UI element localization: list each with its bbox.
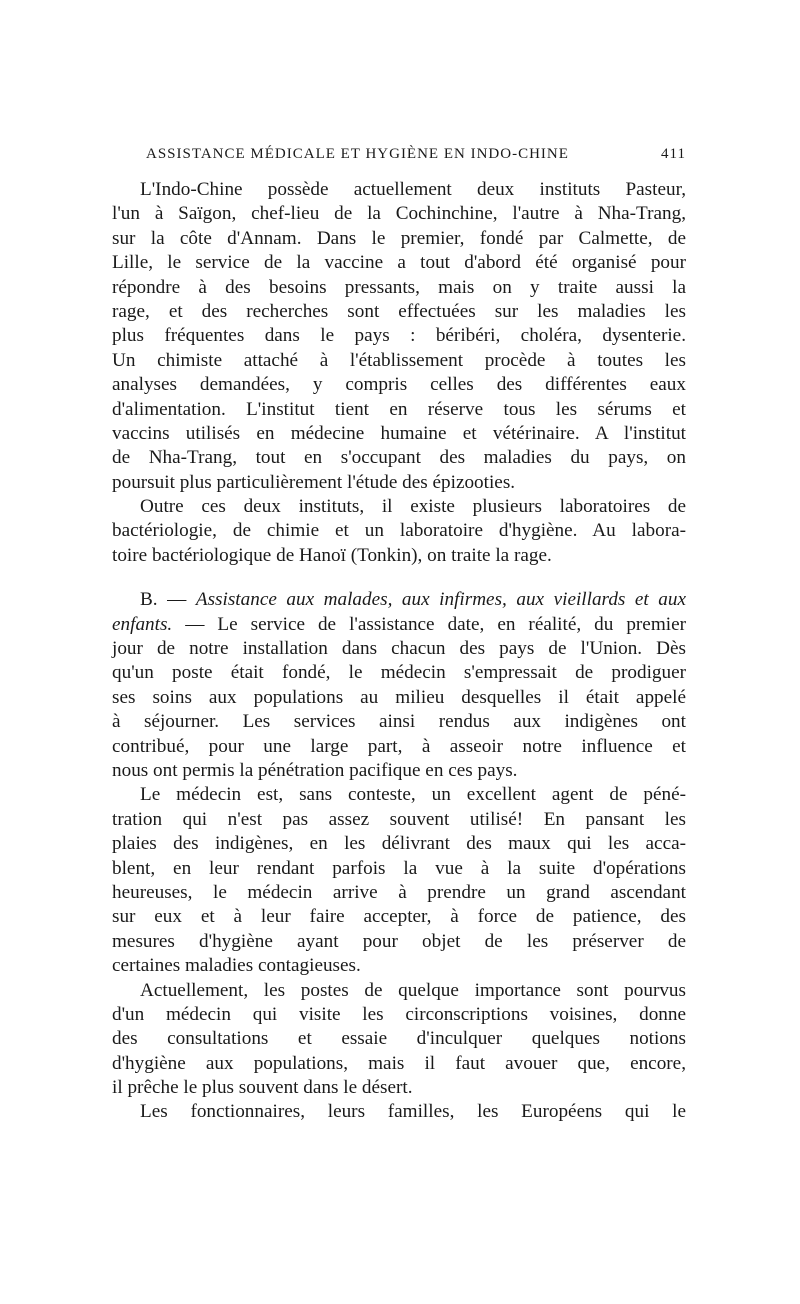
text-line <box>112 930 686 954</box>
text-line <box>112 446 686 470</box>
paragraph <box>112 588 686 783</box>
line-text: blent, en leur rendant parfois la vue à la suite d'opérations <box>112 857 686 879</box>
line-text: il prêche le plus souvent dans le désert. <box>112 1077 413 1099</box>
line-text: sur eux et à leur faire accepter, à force de patience, des <box>112 906 686 928</box>
text-line <box>112 202 686 226</box>
text-line <box>112 832 686 856</box>
page-number: 411 <box>661 146 686 162</box>
section-gap <box>112 568 686 588</box>
line-text: d'hygiène aux populations, mais il faut avouer que, encore, <box>112 1052 686 1074</box>
text-line <box>112 783 686 807</box>
running-head <box>146 146 686 170</box>
line-text: analyses demandées, y compris celles des différentes eaux <box>112 374 686 396</box>
text-line <box>112 686 686 710</box>
text-line <box>112 857 686 881</box>
line-text: vaccins utilisés en médecine humaine et vétérinaire. A l'institut <box>112 422 686 444</box>
running-head-title: ASSISTANCE MÉDICALE ET HYGIÈNE EN INDO-CHINE <box>146 146 569 162</box>
line-text: à séjourner. Les services ainsi rendus aux indigènes ont <box>112 711 686 733</box>
line-text: — Le service de l'assistance date, en réalité, du premier <box>172 613 686 635</box>
text-line <box>112 1027 686 1051</box>
text-line <box>112 251 686 275</box>
line-text: bactériologie, de chimie et un laboratoire d'hygiène. Au labora- <box>112 520 686 542</box>
section-heading-italic: enfants. <box>112 613 173 635</box>
line-text: de Nha-Trang, tout en s'occupant des maladies du pays, on <box>112 447 686 469</box>
line-text: ses soins aux populations au milieu desquelles il était appelé <box>112 686 686 708</box>
text-line <box>112 881 686 905</box>
line-text: Le médecin est, sans conteste, un excellent agent de péné- <box>140 784 686 806</box>
section-label: B. — <box>140 589 196 611</box>
line-text: l'un à Saïgon, chef-lieu de la Cochinchine, l'autre à Nha-Trang, <box>112 203 686 225</box>
line-text: heureuses, le médecin arrive à prendre un grand ascendant <box>112 881 686 903</box>
body-text <box>112 178 686 1125</box>
line-text: d'un médecin qui visite les circonscriptions voisines, donne <box>112 1003 686 1025</box>
text-line <box>112 422 686 446</box>
text-line <box>112 588 686 612</box>
paragraph <box>112 495 686 568</box>
text-line <box>112 398 686 422</box>
text-line <box>112 471 686 495</box>
text-line <box>112 495 686 519</box>
paragraph <box>112 1100 686 1124</box>
line-text: contribué, pour une large part, à asseoir notre influence et <box>112 735 686 757</box>
line-text: certaines maladies contagieuses. <box>112 955 361 977</box>
text-line <box>112 544 686 568</box>
text-line <box>112 661 686 685</box>
text-line <box>112 276 686 300</box>
text-line <box>112 300 686 324</box>
text-line <box>112 637 686 661</box>
text-line <box>112 349 686 373</box>
text-line <box>112 710 686 734</box>
line-text: nous ont permis la pénétration pacifique en ces pays. <box>112 759 518 781</box>
text-line <box>112 178 686 202</box>
line-text: plus fréquentes dans le pays : béribéri, choléra, dysenterie. <box>112 325 686 347</box>
line-text: mesures d'hygiène ayant pour objet de les préserver de <box>112 930 686 952</box>
line-text: tration qui n'est pas assez souvent utilisé! En pansant les <box>112 808 686 830</box>
text-line <box>112 1052 686 1076</box>
line-text: d'alimentation. L'institut tient en réserve tous les sérums et <box>112 398 686 420</box>
line-text: répondre à des besoins pressants, mais on y traite aussi la <box>112 276 686 298</box>
text-line <box>112 759 686 783</box>
text-line <box>112 227 686 251</box>
line-text: Lille, le service de la vaccine a tout d'abord été organisé pour <box>112 252 686 274</box>
text-line <box>112 979 686 1003</box>
line-text: poursuit plus particulièrement l'étude des épizooties. <box>112 471 516 493</box>
text-line <box>112 1076 686 1100</box>
section-heading-italic: Assistance aux malades, aux infirmes, aux vieillards et aux <box>195 589 686 611</box>
paragraph <box>112 979 686 1101</box>
line-text: plaies des indigènes, en les délivrant des maux qui les acca- <box>112 833 686 855</box>
paragraph <box>112 178 686 495</box>
text-line <box>112 324 686 348</box>
text-line <box>112 519 686 543</box>
line-text: Un chimiste attaché à l'établissement procède à toutes les <box>112 349 686 371</box>
text-line <box>112 1003 686 1027</box>
line-text: des consultations et essaie d'inculquer quelques notions <box>112 1028 686 1050</box>
line-text: sur la côte d'Annam. Dans le premier, fondé par Calmette, de <box>112 227 686 249</box>
line-text: qu'un poste était fondé, le médecin s'empressait de prodiguer <box>112 662 686 684</box>
line-text: L'Indo-Chine possède actuellement deux instituts Pasteur, <box>140 179 686 200</box>
text-line <box>112 1100 686 1124</box>
text-line <box>112 954 686 978</box>
text-line <box>112 373 686 397</box>
line-text: Actuellement, les postes de quelque importance sont pourvus <box>140 979 686 1001</box>
text-line <box>112 735 686 759</box>
text-line <box>112 905 686 929</box>
line-text: toire bactériologique de Hanoï (Tonkin), on traite la rage. <box>112 544 552 566</box>
line-text: rage, et des recherches sont effectuées sur les maladies les <box>112 300 686 322</box>
line-text: Outre ces deux instituts, il existe plusieurs laboratoires de <box>140 496 686 518</box>
line-text: Les fonctionnaires, leurs familles, les Européens qui le <box>140 1101 686 1123</box>
paragraph <box>112 783 686 978</box>
line-text: jour de notre installation dans chacun des pays de l'Union. Dès <box>112 638 686 660</box>
text-line <box>112 808 686 832</box>
text-line <box>112 613 686 637</box>
